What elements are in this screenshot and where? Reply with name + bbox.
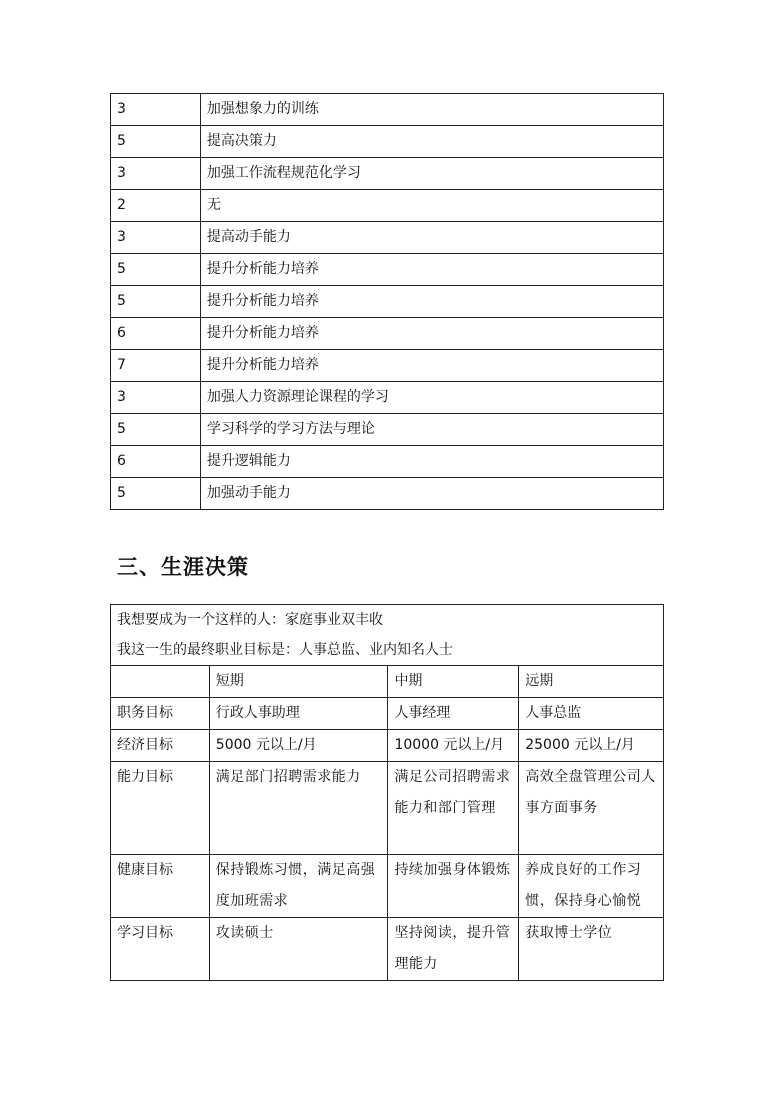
intro-line-1: 我想要成为一个这样的人：家庭事业双丰收 <box>117 612 383 628</box>
career-decision-table-body <box>111 605 664 981</box>
header-row <box>111 666 664 698</box>
measure-cell: 提升分析能力培养 <box>200 318 663 350</box>
header-mid-term: 中期 <box>388 666 519 698</box>
score-cell: 6 <box>111 318 201 350</box>
mid-term-cell: 持续加强身体锻炼 <box>388 855 519 918</box>
short-term-cell: 满足部门招聘需求能力 <box>209 762 388 855</box>
intro-row <box>111 605 664 666</box>
score-cell: 2 <box>111 190 201 222</box>
score-cell: 7 <box>111 350 201 382</box>
header-short-term: 短期 <box>209 666 388 698</box>
short-term-cell: 保持锻炼习惯，满足高强度加班需求 <box>209 855 388 918</box>
career-decision-table <box>110 604 664 981</box>
row-label: 经济目标 <box>111 730 210 762</box>
score-cell: 3 <box>111 94 201 126</box>
table-row <box>111 730 664 762</box>
measure-cell: 提高动手能力 <box>200 222 663 254</box>
table-row <box>111 158 664 190</box>
table-row <box>111 762 664 855</box>
improvement-table <box>110 93 664 510</box>
improvement-table-body <box>111 94 664 510</box>
table-row <box>111 382 664 414</box>
long-term-cell: 养成良好的工作习惯，保持身心愉悦 <box>519 855 664 918</box>
table-row <box>111 254 664 286</box>
intro-cell <box>111 605 664 666</box>
row-label: 学习目标 <box>111 918 210 981</box>
score-cell: 5 <box>111 478 201 510</box>
table-row <box>111 94 664 126</box>
row-label: 能力目标 <box>111 762 210 855</box>
header-blank-cell <box>111 666 210 698</box>
table-row <box>111 318 664 350</box>
score-cell: 5 <box>111 414 201 446</box>
measure-cell: 加强想象力的训练 <box>200 94 663 126</box>
score-cell: 3 <box>111 222 201 254</box>
long-term-cell: 高效全盘管理公司人事方面事务 <box>519 762 664 855</box>
table-row <box>111 414 664 446</box>
table-row <box>111 286 664 318</box>
table-row <box>111 855 664 918</box>
row-label: 健康目标 <box>111 855 210 918</box>
long-term-cell: 人事总监 <box>519 698 664 730</box>
measure-cell: 加强动手能力 <box>200 478 663 510</box>
table-row <box>111 918 664 981</box>
measure-cell: 加强人力资源理论课程的学习 <box>200 382 663 414</box>
score-cell: 3 <box>111 382 201 414</box>
table-row <box>111 126 664 158</box>
mid-term-cell: 人事经理 <box>388 698 519 730</box>
table-row <box>111 190 664 222</box>
header-long-term: 远期 <box>519 666 664 698</box>
long-term-cell: 25000 元以上/月 <box>519 730 664 762</box>
measure-cell: 加强工作流程规范化学习 <box>200 158 663 190</box>
measure-cell: 提升分析能力培养 <box>200 286 663 318</box>
measure-cell: 提升逻辑能力 <box>200 446 663 478</box>
mid-term-cell: 满足公司招聘需求能力和部门管理 <box>388 762 519 855</box>
score-cell: 5 <box>111 254 201 286</box>
score-cell: 3 <box>111 158 201 190</box>
table-row <box>111 350 664 382</box>
section-heading: 三、生涯决策 <box>117 555 249 579</box>
measure-cell: 提高决策力 <box>200 126 663 158</box>
score-cell: 5 <box>111 126 201 158</box>
measure-cell: 提升分析能力培养 <box>200 254 663 286</box>
measure-cell: 提升分析能力培养 <box>200 350 663 382</box>
row-label: 职务目标 <box>111 698 210 730</box>
measure-cell: 无 <box>200 190 663 222</box>
score-cell: 6 <box>111 446 201 478</box>
table-row <box>111 446 664 478</box>
table-row <box>111 478 664 510</box>
long-term-cell: 获取博士学位 <box>519 918 664 981</box>
measure-cell: 学习科学的学习方法与理论 <box>200 414 663 446</box>
score-cell: 5 <box>111 286 201 318</box>
short-term-cell: 攻读硕士 <box>209 918 388 981</box>
mid-term-cell: 坚持阅读，提升管理能力 <box>388 918 519 981</box>
table-row <box>111 698 664 730</box>
intro-line-2: 我这一生的最终职业目标是：人事总监、业内知名人士 <box>117 642 453 658</box>
table-row <box>111 222 664 254</box>
short-term-cell: 行政人事助理 <box>209 698 388 730</box>
short-term-cell: 5000 元以上/月 <box>209 730 388 762</box>
mid-term-cell: 10000 元以上/月 <box>388 730 519 762</box>
